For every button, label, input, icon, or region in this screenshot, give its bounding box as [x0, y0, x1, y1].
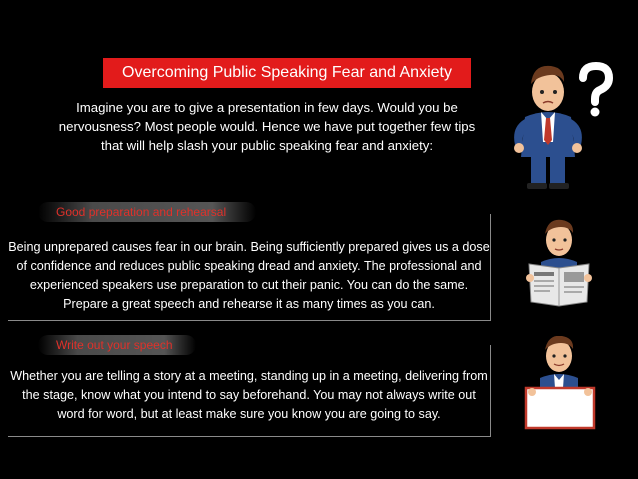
- section-heading-write-speech: Write out your speech: [38, 335, 196, 355]
- page-title: Overcoming Public Speaking Fear and Anxiety: [122, 64, 452, 81]
- confused-businessman-illustration: [505, 62, 615, 192]
- section-body-write-speech: Whether you are telling a story at a meeting, standing up in a meeting, delivering from the stage, know what you intend to say beforehand. You may not always write out word for word, but at least make sure you know you are going to say.: [10, 369, 488, 421]
- sign-holder-illustration: [520, 336, 600, 436]
- newspaper-reader-illustration: [525, 218, 595, 308]
- intro-text: Imagine you are to give a presentation in few days. Would you be nervousness? Most people would. Hence we have put together few tips that will help slash your public speaking fear and anxiety:: [58, 100, 476, 153]
- section-heading-preparation: Good preparation and rehearsal: [38, 202, 256, 222]
- question-mark-icon: [583, 66, 609, 117]
- title-banner: [103, 58, 471, 88]
- section-body-preparation: Being unprepared causes fear in our brain. Being sufficiently prepared gives us a dose of confidence and reduces public speaking dread and anxiety. The professional and experienced speakers use preparation to cut their panic. You can do the same. Prepare a great speech and rehearse it as many times as you can.: [8, 240, 490, 311]
